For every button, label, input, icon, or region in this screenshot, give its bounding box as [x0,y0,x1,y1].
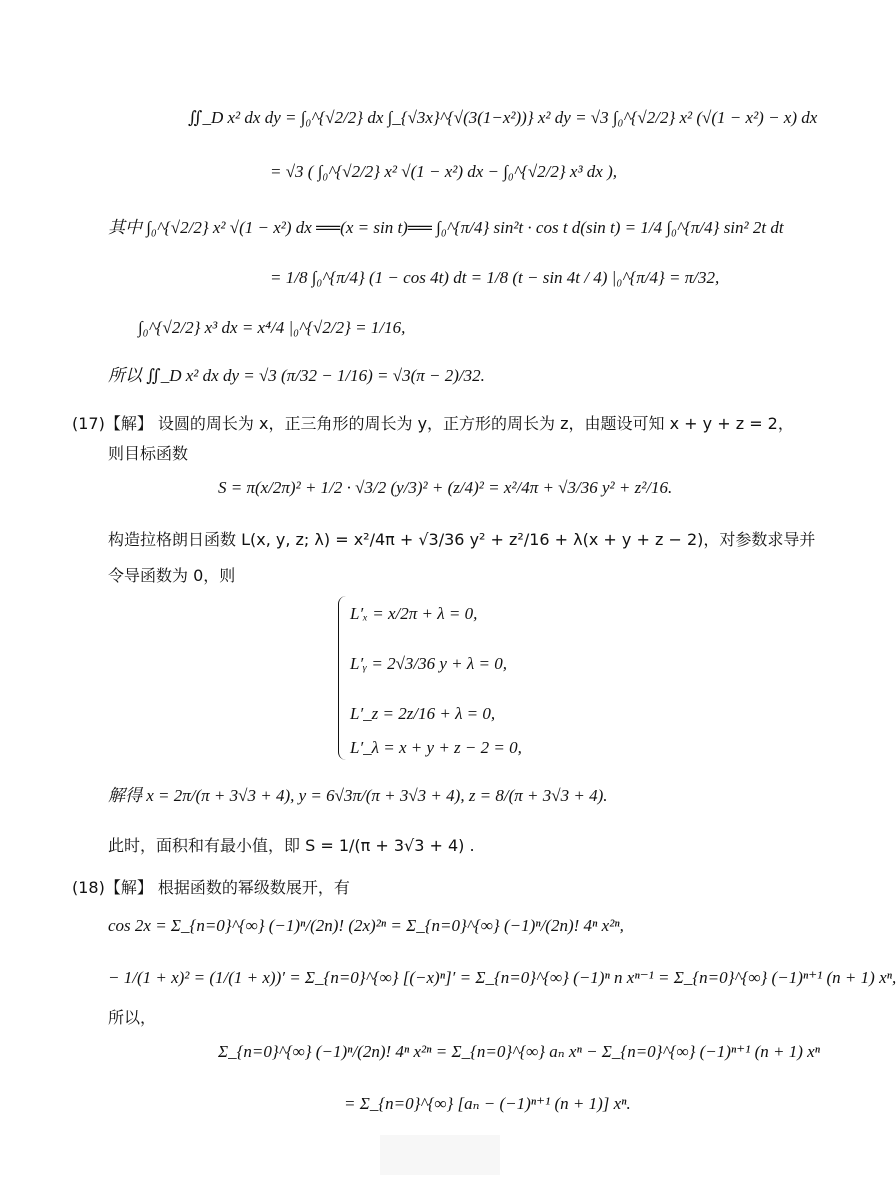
minimum-line: 此时，面积和有最小值，即 S = 1/(π + 3√3 + 4) . [108,836,475,855]
integral-line-1: ∬_D x² dx dy = ∫₀^{√2/2} dx ∫_{√3x}^{√(3(1−x²))} x² dy = √3 ∫₀^{√2/2} x² (√(1 − x²) − x) dx [188,108,818,127]
problem-18-statement: (18)【解】 根据函数的幂级数展开，有 [72,878,350,897]
lagrange-eq-lambda: L′_λ = x + y + z − 2 = 0, [350,738,522,757]
page-bottom-shade [380,1135,500,1175]
integral-line-2: = √3 ( ∫₀^{√2/2} x² √(1 − x²) dx − ∫₀^{√2/2} x³ dx ), [270,162,618,181]
derivative-zero: 令导函数为 0，则 [108,566,236,585]
objective-function: S = π(x/2π)² + 1/2 · √3/2 (y/3)² + (z/4)² = x²/4π + √3/36 y² + z²/16. [218,478,673,497]
solution-line: 解得 x = 2π/(π + 3√3 + 4), y = 6√3π/(π + 3√3 + 4), z = 8/(π + 3√3 + 4). [108,786,608,805]
derivative-series-line: − 1/(1 + x)² = (1/(1 + x))′ = Σ_{n=0}^{∞} [(−x)ⁿ]′ = Σ_{n=0}^{∞} (−1)ⁿ n xⁿ⁻¹ = Σ_{n=0}^{∞} (−1)ⁿ⁺¹ (n + 1) xⁿ, [108,968,896,987]
cos-series-line: cos 2x = Σ_{n=0}^{∞} (−1)ⁿ/(2n)! (2x)²ⁿ = Σ_{n=0}^{∞} (−1)ⁿ/(2n)! 4ⁿ x²ⁿ, [108,916,624,935]
cos-integral-line: = 1/8 ∫₀^{π/4} (1 − cos 4t) dt = 1/8 (t − sin 4t / 4) |₀^{π/4} = π/32, [270,268,720,287]
x-cubed-integral-line: ∫₀^{√2/2} x³ dx = x⁴/4 |₀^{√2/2} = 1/16, [138,318,406,337]
lagrange-eq-x: L′ₓ = x/2π + λ = 0, [350,604,478,623]
series-combined-line: = Σ_{n=0}^{∞} [aₙ − (−1)ⁿ⁺¹ (n + 1)] xⁿ. [344,1094,631,1113]
series-equality-line: Σ_{n=0}^{∞} (−1)ⁿ/(2n)! 4ⁿ x²ⁿ = Σ_{n=0}^{∞} aₙ xⁿ − Σ_{n=0}^{∞} (−1)ⁿ⁺¹ (n + 1) xⁿ [218,1042,821,1061]
result-line: 所以 ∬_D x² dx dy = √3 (π/32 − 1/16) = √3(π − 2)/32. [108,366,485,385]
substitution-line: 其中 ∫₀^{√2/2} x² √(1 − x²) dx ══(x = sin t)══ ∫₀^{π/4} sin²t · cos t d(sin t) = 1/4 ∫₀^{π/4} sin² 2t dt [108,218,784,237]
therefore-line: 所以， [108,1008,157,1027]
lagrange-eq-y: L′ᵧ = 2√3/36 y + λ = 0, [350,654,507,673]
objective-intro: 则目标函数 [108,444,189,463]
lagrange-eq-z: L′_z = 2z/16 + λ = 0, [350,704,496,723]
problem-17-statement: (17)【解】 设圆的周长为 x，正三角形的周长为 y，正方形的周长为 z，由题设可知 x + y + z = 2， [72,414,794,433]
system-brace [338,596,349,760]
lagrange-construct: 构造拉格朗日函数 L(x, y, z; λ) = x²/4π + √3/36 y² + z²/16 + λ(x + y + z − 2)，对参数求导并 [108,530,816,549]
